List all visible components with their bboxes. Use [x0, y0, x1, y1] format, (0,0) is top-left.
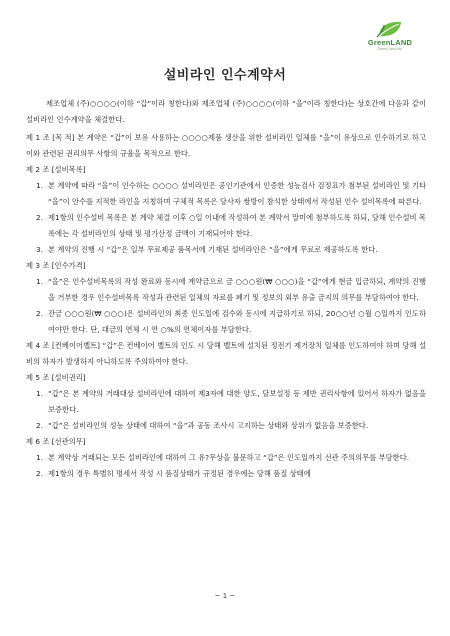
item-number: 2.	[36, 421, 43, 430]
article-heading	[26, 258, 426, 274]
list-item	[26, 386, 426, 418]
contract-body	[26, 96, 426, 482]
article-heading	[26, 130, 426, 162]
item-number: 2.	[36, 213, 43, 222]
item-number: 2.	[36, 469, 43, 478]
leaf-logo-icon	[375, 20, 405, 38]
article-heading	[26, 370, 426, 386]
article-items	[26, 450, 426, 482]
article-5	[26, 370, 426, 434]
article-6	[26, 434, 426, 482]
list-item	[26, 466, 426, 482]
list-item	[26, 210, 426, 242]
article-4	[26, 338, 426, 370]
article-label: 제 3 조 [인수가격]	[26, 261, 86, 270]
item-text: 본 계약의 진행 시 “갑”은 일부 무료제공 품목서에 기재된 설비라인은 “을”에게 무료로 제공하도록 한다.	[48, 245, 378, 254]
item-number: 3.	[36, 245, 43, 254]
item-number: 2.	[36, 309, 43, 318]
article-label: 제 6 조 [선관의무]	[26, 437, 86, 446]
item-text: 제1항의 인수설비 목록은 본 계약 체결 이후 ○일 이내에 작성하여 본 계약서 말미에 첨부하도록 하되, 당해 인수설비 목록에는 각 설비라인의 상태 및 평가산정 금액이 기재되어야 한다.	[48, 213, 426, 238]
list-item	[26, 450, 426, 466]
article-text: 본 계약은 “갑”이 보유 사용하는 ○○○○제품 생산을 위한 설비라인 일체를 “을”이 유상으로 인수하기로 하고 이와 관련된 권리의무 사항의 규율을 목적으로 한다.	[26, 133, 426, 158]
intro-paragraph: 제조업체 (주)○○○○(이하 “갑”이라 칭한다)와 제조업체 (주)○○○○(이하 “을”이라 칭한다)는 상호간에 다음과 같이 설비라인 인수계약을 체결한다.	[26, 99, 426, 124]
article-1	[26, 130, 426, 162]
article-label: 제 5 조 [설비권리]	[26, 373, 86, 382]
document-title: 설비라인 인수계약서	[163, 68, 287, 83]
item-text: “을”은 인수설비목록의 작성 완료와 동시에 계약금으로 금 ○○○원(₩ ○○○)을 “갑”에게 현금 입금하되, 계약의 진행을 거부한 경우 인수설비목록 작성과 관련된 일체의 자료를 폐기 및 정보의 외부 유출 금지의 의무를 부담하여야 한다.	[48, 277, 426, 302]
item-text: 잔금 ○○○원(₩ ○○○)은 설비라인의 최종 인도일에 검수와 동시에 지급하기로 하되, 20○○년 ○월 ○일까지 인도하여야만 한다. 단, 대금의 연체 시 연 ○%의 연체이자를 부담한다.	[48, 309, 426, 334]
list-item	[26, 242, 426, 258]
list-item	[26, 178, 426, 210]
list-item	[26, 418, 426, 434]
article-items	[26, 178, 426, 258]
article-text: “갑”은 컨베이어 벨트의 인도 시 당해 벨트에 설치된 정전기 제거장치 일체를 인도하여야 하며 당해 설비의 하자가 발생하지 아니하도록 주의하여야 한다.	[26, 341, 426, 366]
logo-tagline: Green Land Inc.	[377, 46, 403, 51]
item-number: 1.	[36, 453, 43, 462]
article-label: 제 1 조 [목 적]	[26, 133, 75, 142]
article-list	[26, 130, 426, 482]
company-logo	[360, 20, 420, 60]
list-item	[26, 306, 426, 338]
article-heading	[26, 162, 426, 178]
page-number: ~ 1 ~	[214, 592, 236, 600]
article-label: 제 2 조 [설비목록]	[26, 165, 86, 174]
logo-name: GreenLAND	[367, 38, 413, 47]
item-text: “갑”은 본 계약의 거래대상 설비라인에 대하여 제3자에 대한 양도, 담보설정 등 제반 권리사항에 있어서 하자가 없음을 보증한다.	[48, 389, 426, 414]
article-items	[26, 274, 426, 338]
item-number: 1.	[36, 181, 43, 190]
list-item	[26, 274, 426, 306]
article-2	[26, 162, 426, 258]
item-text: 본 계약에 따라 “을”이 인수하는 ○○○○ 설비라인은 공인기관에서 인증한 성능검사 검정표가 첨부된 설비라인 및 기타 “을”이 안수를 지적한 라인을 지칭하며 구체적 목록은 당사자 쌍방이 참석한 상태에서 작성된 인수 설비목록에 따른다.	[48, 181, 426, 206]
article-items	[26, 386, 426, 434]
article-label: 제 4 조 [컨베이어벨트]	[26, 341, 101, 350]
item-text: “갑”은 설비라인의 성능 상태에 대하여 “을”과 공동 조사시 고지하는 상태와 상위가 없음을 보증한다.	[48, 421, 369, 430]
article-heading	[26, 338, 426, 370]
article-3	[26, 258, 426, 338]
item-number: 1.	[36, 277, 43, 286]
item-text: 본 계약상 거래되는 모든 설비라인에 대하여 그 유?무상을 불문하고 “갑”은 인도일까지 선관 주의의무를 부담한다.	[48, 453, 410, 462]
article-heading	[26, 434, 426, 450]
item-number: 1.	[36, 389, 43, 398]
item-text: 제1항의 경우 특별히 명세서 작성 시 품질상태가 규정된 경우에는 당해 품질 상태에	[48, 469, 311, 478]
